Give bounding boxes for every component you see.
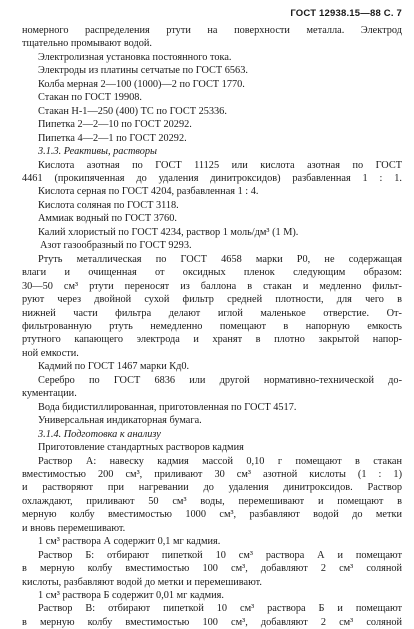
text-line: 30—50 см³ ртути переносят из баллона в стакан и медленно фильт- xyxy=(22,280,402,292)
text-line: Раствор Б: отбирают пипеткой 10 см³ раствора А и помещают xyxy=(38,549,402,561)
text-line: Кислота соляная по ГОСТ 3118. xyxy=(38,199,179,211)
text-line: охлаждают, приливают 50 см³ воды, перемешивают и помещают в xyxy=(22,495,402,507)
text-line: мерную колбу вместимостью 1000 см³, разбавляют водой до метки xyxy=(22,509,402,521)
text-line: Азот газообразный по ГОСТ 9293. xyxy=(40,240,192,252)
text-line: 4461 (прокипяченная до удаления динитроксидов) разбавленная 1 : 1. xyxy=(22,172,402,184)
text-line: нижней части фильтра делают иглой маленькое отверстие. От- xyxy=(22,307,402,319)
text-line: вместимостью 200 см³, приливают 30 см³ азотной кислоты (1 : 1) xyxy=(22,468,402,480)
text-line: кислоты, разбавляют водой до метки и перемешивают. xyxy=(22,576,262,588)
text-line: номерного распределения ртути на поверхности металла. Электрод xyxy=(22,25,402,36)
text-line: Стакан по ГОСТ 19908. xyxy=(38,92,142,104)
text-line: ной емкости. xyxy=(22,347,79,359)
text-line: Пипетка 2—2—10 по ГОСТ 20292. xyxy=(38,119,192,131)
text-line: кументации. xyxy=(22,388,77,400)
text-line: Пипетка 4—2—1 по ГОСТ 20292. xyxy=(38,132,187,144)
document-body xyxy=(22,24,402,629)
text-line: в мерную колбу вместимостью 100 см³, добавляют 2 см³ соляной xyxy=(22,616,402,628)
text-line: Раствор А: навеску кадмия массой 0,10 г помещают в стакан xyxy=(38,455,402,467)
text-line: Стакан Н-1—250 (400) ТС по ГОСТ 25336. xyxy=(38,105,227,117)
text-line: Кадмий по ГОСТ 1467 марки Кд0. xyxy=(38,361,190,373)
text-line: влаги и очищенная от оксидных пленок следующим образом: xyxy=(22,267,402,279)
text-line: Универсальная индикаторная бумага. xyxy=(38,415,202,427)
text-line: Ртуть металлическая по ГОСТ 4658 марки Р0, не содержащая xyxy=(38,253,402,265)
text-line: Приготовление стандартных растворов кадмия xyxy=(38,442,244,454)
text-line: ртутного капающего электрода и хранят в плотно закрытой напор- xyxy=(22,334,402,346)
text-line: 3.1.3. Реактивы, растворы xyxy=(38,146,158,158)
text-line: Серебро по ГОСТ 6836 или другой нормативно-технической до- xyxy=(38,374,402,386)
page-header: ГОСТ 12938.15—88 С. 7 xyxy=(290,8,402,19)
text-line: фильтрованную ртуть немедленно помещают в напорную емкость xyxy=(22,320,402,332)
text-line: Колба мерная 2—100 (1000)—2 по ГОСТ 1770. xyxy=(38,78,245,90)
text-line: Аммиак водный по ГОСТ 3760. xyxy=(38,213,177,225)
text-line: и вновь перемешивают. xyxy=(22,522,126,534)
text-line: в мерную колбу вместимостью 100 см³, добавляют 2 см³ соляной xyxy=(22,563,402,575)
text-line: Раствор В: отбирают пипеткой 10 см³ раствора Б и помещают xyxy=(38,603,402,615)
text-line: руют через двойной сухой фильтр средней плотности, для чего в xyxy=(22,294,402,306)
text-line: Вода бидистиллированная, приготовленная по ГОСТ 4517. xyxy=(38,401,297,413)
text-line: и растворяют при нагревании до удаления динитроксидов. Раствор xyxy=(22,482,402,494)
text-line: тщательно промывают водой. xyxy=(22,38,152,50)
text-line: 1 см³ раствора А содержит 0,1 мг кадмия. xyxy=(38,536,221,548)
text-line: Кислота азотная по ГОСТ 11125 или кислота азотная по ГОСТ xyxy=(38,159,402,171)
text-line: Электроды из платины сетчатые по ГОСТ 6563. xyxy=(38,65,248,77)
text-line: 3.1.4. Подготовка к анализу xyxy=(38,428,161,440)
text-line: Электролизная установка постоянного тока. xyxy=(38,51,232,63)
text-line: Калий хлористый по ГОСТ 4234, раствор 1 моль/дм³ (1 М). xyxy=(38,226,299,238)
text-line: Кислота серная по ГОСТ 4204, разбавленная 1 : 4. xyxy=(38,186,259,198)
text-line: 1 см³ раствора Б содержит 0,01 мг кадмия. xyxy=(38,590,224,602)
